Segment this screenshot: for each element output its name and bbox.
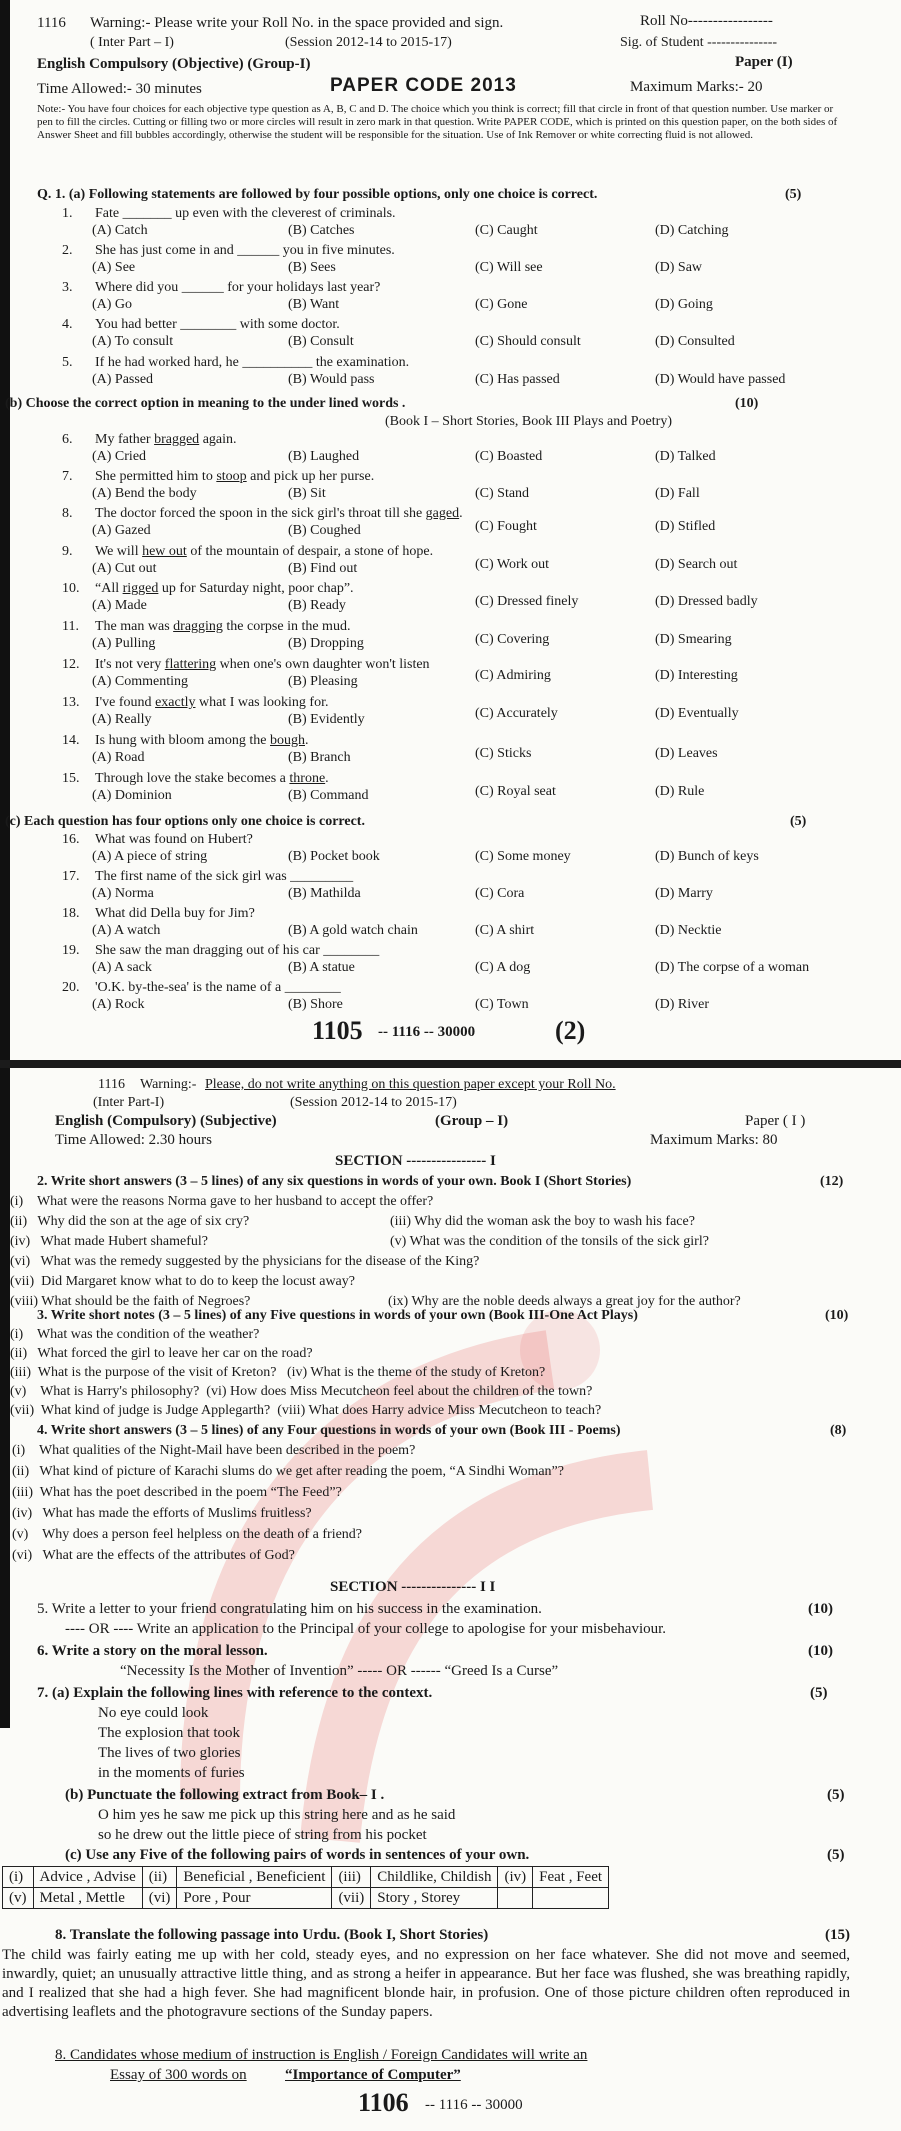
mcq-number: 16. [62,832,80,847]
pair-words: Metal , Mettle [33,1888,142,1909]
poem-line: No eye could look [98,1705,209,1721]
mcq-stem [95,281,380,295]
q1c-heading: (c) Each question has four options only one choice is correct. [5,814,365,829]
mcq-number: 10. [62,581,80,596]
q7b-marks: (5) [827,1787,845,1803]
time-allowed-2: Time Allowed: 2.30 hours [55,1132,212,1148]
mcq-number: 12. [62,657,80,672]
word-pairs-row [3,1867,609,1888]
footer-series-2: -- 1116 -- 30000 [425,2097,523,2113]
mcq-option-b: (B) Evidently [288,712,365,727]
mcq-option-a: (A) Made [92,598,147,613]
mcq-option-d: (D) Search out [655,557,738,572]
mcq-number: 7. [62,469,73,484]
page-separator [0,1060,901,1068]
mcq-option-d: (D) Necktie [655,923,722,938]
mcq-stem [95,545,433,559]
mcq-number: 17. [62,869,80,884]
mcq-option-c: (C) Boasted [475,449,543,464]
pair-number: (i) [3,1867,34,1888]
mcq-option-a: (A) Really [92,712,152,727]
mcq-number: 9. [62,544,73,559]
mcq-stem-text: _______ up even with the cleverest of criminals. [122,206,396,221]
mcq-stem-text: Where did you ______ for your holidays last year? [95,280,381,295]
footer-code-1: 1105 [312,1016,363,1045]
mcq-underlined-word: rigged [122,581,159,596]
q2-item: (ix) Why are the noble deeds always a great joy for the author? [388,1294,741,1309]
warning-text-2: Please, do not write anything on this question paper except your Roll No. [205,1077,616,1092]
q7a-heading: 7. (a) Explain the following lines with reference to the context. [37,1685,433,1701]
mcq-option-c: (C) Accurately [475,706,558,721]
mcq-option-d: (D) Consulted [655,334,735,349]
mcq-stem [95,318,340,332]
mcq-option-b: (B) Want [288,297,340,312]
mcq-stem-text: The man was [95,619,174,634]
q2-item: (iii) Why did the woman ask the boy to wash his face? [390,1214,695,1229]
mcq-option-d: (D) Bunch of keys [655,849,759,864]
mcq-stem-text: again. [199,432,237,447]
mcq-stem-text: What was found on Hubert? [95,832,253,847]
mcq-option-c: (C) Stand [475,486,530,501]
mcq-stem [95,870,353,884]
q4-item: (vi) What are the effects of the attributes of God? [12,1548,295,1563]
mcq-option-c: (C) A dog [475,960,531,975]
mcq-option-a: (A) A watch [92,923,161,938]
mcq-number: 19. [62,943,80,958]
q7c-heading: (c) Use any Five of the following pairs of words in sentences of your own. [65,1847,530,1863]
mcq-option-a: (A) Norma [92,886,154,901]
mcq-option-a: (A) A sack [92,960,152,975]
mcq-option-a: (A) Rock [92,997,145,1012]
poem-line: in the moments of furies [98,1765,245,1781]
signature-field: Sig. of Student --------------- [620,35,778,50]
maximum-marks-2: Maximum Marks: 80 [650,1132,778,1148]
q1a-heading: Q. 1. (a) Following statements are followed by four possible options, only one choice is correct. [37,187,598,202]
mcq-option-a: (A) See [92,260,136,275]
mcq-stem-text: What did Della buy for Jim? [95,906,255,921]
mcq-number: 20. [62,980,80,995]
extract-line: O him yes he saw me pick up this string here and as he said [98,1807,456,1823]
roll-number-field: Roll No----------------- [640,13,773,29]
mcq-option-d: (D) River [655,997,710,1012]
mcq-option-b: (B) Laughed [288,449,360,464]
mcq-option-b: (B) Command [288,788,369,803]
mcq-stem-text: and pick up her purse. [246,469,375,484]
mcq-option-d: (D) Saw [655,260,703,275]
pair-words: Advice , Advise [33,1867,142,1888]
warning-text: Warning:- Please write your Roll No. in the space provided and sign. [90,15,504,31]
mcq-option-a: (A) To consult [92,334,174,349]
mcq-option-b: (B) Catches [288,223,355,238]
mcq-option-b: (B) Pleasing [288,674,358,689]
q3-marks: (10) [825,1308,849,1323]
mcq-number: 8. [62,506,73,521]
mcq-stem-text: She saw the man dragging out of his car ________ [95,943,380,958]
mcq-option-b: (B) Shore [288,997,343,1012]
q7c-marks: (5) [827,1847,845,1863]
mcq-option-b: (B) Branch [288,750,351,765]
mcq-option-b: (B) A gold watch chain [288,923,418,938]
mcq-stem-text: Through love the stake becomes a [95,771,290,786]
poem-line: The lives of two glories [98,1745,241,1761]
q8-heading: 8. Translate the following passage into Urdu. (Book I, Short Stories) [55,1927,489,1943]
pair-words: Beneficial , Beneficient [177,1867,332,1888]
q2-marks: (12) [820,1174,844,1189]
pair-words: Feat , Feet [533,1867,609,1888]
mcq-stem-text: when one's own daughter won't listen [216,657,430,672]
pair-number: (iv) [498,1867,533,1888]
q4-marks: (8) [830,1423,847,1438]
mcq-option-d: (D) Interesting [655,668,738,683]
mcq-option-b: (B) Find out [288,561,358,576]
q6-topics: “Necessity Is the Mother of Invention” ----- OR ------ “Greed Is a Curse” [120,1663,559,1679]
subject-title: English Compulsory (Objective) (Group-I) [37,56,311,72]
paper-number: Paper (I) [735,54,793,70]
mcq-option-b: (B) Coughed [288,523,361,538]
pair-number: (vi) [142,1888,177,1909]
session-2: (Session 2012-14 to 2015-17) [290,1095,457,1110]
mcq-option-d: (D) The corpse of a woman [655,960,810,975]
mcq-stem [95,620,350,634]
q2-item: (vii) Did Margaret know what to do to keep the locust away? [10,1274,355,1289]
mcq-number: 4. [62,317,73,332]
mcq-stem [95,772,329,786]
mcq-option-b: (B) Would pass [288,372,375,387]
mcq-option-c: (C) Work out [475,557,550,572]
mcq-option-c: (C) Will see [475,260,543,275]
pair-words: Pore , Pour [177,1888,332,1909]
extract-line: so he drew out the little piece of string from his pocket [98,1827,427,1843]
pair-number [498,1888,533,1909]
mcq-option-b: (B) A statue [288,960,355,975]
footer-series-1: -- 1116 -- 30000 [378,1024,476,1040]
subject-title-2: English (Compulsory) (Subjective) [55,1113,277,1129]
mcq-stem-text: My father [95,432,155,447]
pair-words: Childlike, Childish [371,1867,498,1888]
mcq-stem-text: The doctor forced the spoon in the sick girl's throat till she [95,506,426,521]
paper-code-title: PAPER CODE 2013 [330,75,517,96]
mcq-option-c: (C) Dressed finely [475,594,579,609]
warning-prefix-2: Warning:- [140,1077,197,1092]
mcq-stem [95,207,396,221]
mcq-option-a: (A) Road [92,750,145,765]
mcq-stem [95,582,354,596]
mcq-stem [95,507,463,521]
mcq-number: 1. [62,206,73,221]
group-2: (Group – I) [435,1113,509,1129]
mcq-option-d: (D) Marry [655,886,713,901]
scan-edge-left [0,0,10,1062]
mcq-option-a: (A) Dominion [92,788,172,803]
mcq-underlined-word: stoop [216,469,247,484]
mcq-option-c: (C) A shirt [475,923,535,938]
mcq-option-a: (A) Catch [92,223,148,238]
mcq-stem-text: up for Saturday night, poor chap”. [158,581,354,596]
q6-marks: (10) [808,1643,833,1659]
essay-topic: “Importance of Computer” [285,2067,461,2083]
mcq-option-b: (B) Ready [288,598,346,613]
mcq-option-a: (A) Pulling [92,636,156,651]
q4-item: (iii) What has the poet described in the poem “The Feed”? [12,1485,342,1500]
mcq-option-d: (D) Dressed badly [655,594,758,609]
mcq-option-d: (D) Would have passed [655,372,786,387]
paper-code-number-2: 1116 [98,1077,125,1092]
paper-number-2: Paper ( I ) [745,1113,806,1129]
mcq-option-c: (C) Caught [475,223,538,238]
q7b-heading: (b) Punctuate the following extract from Book– I . [65,1787,385,1803]
pair-number: (iii) [332,1867,371,1888]
mcq-stem-text: We will [95,544,143,559]
mcq-stem [95,981,341,995]
q2-item: (iv) What made Hubert shameful? [10,1234,209,1249]
mcq-option-c: (C) Town [475,997,529,1012]
instructions-note: Note:- You have four choices for each objective type question as A, B, C and D. The choice which you think is correct; fill that circle in front of that question number. Use marker or pen to fill the circles. Cutting or filling two or more circles will result in zero mark in that question. Write PAPER CODE, which is printed on this question paper, on the both sides of Answer Sheet and fill bubbles accordingly, otherwise the student will be responsible for the situation. Use of Ink Remover or white correcting fluid is not allowed. [37,103,838,141]
mcq-number: 11. [62,619,79,634]
mcq-number: 6. [62,432,73,447]
mcq-option-c: (C) Gone [475,297,528,312]
q2-item: (i) What were the reasons Norma gave to her husband to accept the offer? [10,1194,434,1209]
mcq-stem-text: I've found [95,695,156,710]
q5-application: ---- OR ---- Write an application to the Principal of your college to apologise for your misbehaviour. [65,1621,667,1637]
mcq-option-a: (A) Gazed [92,523,151,538]
mcq-stem [95,944,379,958]
footer-page-number: (2) [555,1016,586,1045]
mcq-option-b: (B) Consult [288,334,354,349]
mcq-option-d: (D) Rule [655,784,705,799]
maximum-marks: Maximum Marks:- 20 [630,79,763,95]
mcq-option-a: (A) Commenting [92,674,189,689]
mcq-underlined-word: gaged [425,506,460,521]
mcq-option-d: (D) Leaves [655,746,718,761]
q4-item: (v) Why does a person feel helpless on the death of a friend? [12,1527,363,1542]
q4-heading: 4. Write short answers (3 – 5 lines) of any Four questions in words of your own (Book III - Poems) [37,1423,621,1438]
essay-prefix: Essay of 300 words on [110,2067,247,2083]
q1a-marks: (5) [785,187,802,202]
mcq-number: 5. [62,355,73,370]
mcq-number: 18. [62,906,80,921]
mcq-option-d: (D) Smearing [655,632,732,647]
q2-item: (v) What was the condition of the tonsils of the sick girl? [390,1234,709,1249]
q7a-marks: (5) [810,1685,828,1701]
mcq-stem-text: She has just come in and ______ you in five minutes. [95,243,395,258]
mcq-option-c: (C) Admiring [475,668,551,683]
q3-item: (v) What is Harry's philosophy? (vi) How does Miss Mecutcheon feel about the children of the town? [10,1384,593,1399]
word-pairs-table [2,1866,609,1909]
mcq-number: 3. [62,280,73,295]
q2-item: (vi) What was the remedy suggested by the physicians for the disease of the King? [10,1254,480,1269]
mcq-option-c: (C) Royal seat [475,784,556,799]
mcq-stem-text: Is hung with bloom among the [95,733,270,748]
poem-line: The explosion that took [98,1725,241,1741]
mcq-stem [95,907,255,921]
section-1-heading: SECTION ---------------- I [335,1153,496,1169]
mcq-underlined-word: hew out [142,544,187,559]
inter-part: ( Inter Part – I) [90,35,174,50]
mcq-underlined-word: throne [289,771,326,786]
pair-number: (ii) [142,1867,177,1888]
q3-item: (i) What was the condition of the weather? [10,1327,260,1342]
mcq-stem [95,658,430,672]
q4-item: (iv) What has made the efforts of Muslims fruitless? [12,1506,312,1521]
translation-passage: The child was fairly eating me up with her cold, steady eyes, and no expression on her face whatever. She did not move and seemed, inwardly, quiet; an unusually attractive little thing, and as strong a heifer in appearance. But her face was flushed, she was breathing rapidly, and I realized that she had a high fever. She had magnificent blonde hair, in profusion. One of those picture children often reproduced in advertising leaflets and the photogravure sections of the Sunday papers. [2,1947,850,2020]
inter-part-2: (Inter Part-I) [93,1095,165,1110]
q2-heading: 2. Write short answers (3 – 5 lines) of any six questions in words of your own. Book I (Short Stories) [37,1174,632,1189]
mcq-number: 13. [62,695,80,710]
mcq-option-c: (C) Sticks [475,746,532,761]
pair-number: (vii) [332,1888,371,1909]
mcq-stem-text: She permitted him to [95,469,217,484]
mcq-stem [95,833,253,847]
pair-words [533,1888,609,1909]
pair-words: Story , Storey [371,1888,498,1909]
mcq-stem-text: . [325,771,329,786]
mcq-underlined-word: dragging [173,619,223,634]
mcq-stem-text: . [305,733,309,748]
mcq-stem-text: You had better ________ with some doctor. [95,317,340,332]
mcq-option-d: (D) Going [655,297,713,312]
scan-edge-left-lower [0,1068,10,1728]
mcq-option-c: (C) Covering [475,632,550,647]
mcq-underlined-word: flattering [164,657,217,672]
mcq-stem [95,244,395,258]
mcq-option-c: (C) Cora [475,886,525,901]
mcq-stem [95,696,328,710]
q4-item: (i) What qualities of the Night-Mail have been described in the poem? [12,1443,416,1458]
session: (Session 2012-14 to 2015-17) [285,35,452,50]
mcq-underlined-word: bough [270,733,305,748]
q4-item: (ii) What kind of picture of Karachi slums do we get after reading the poem, “A Sindhi Woman”? [12,1464,564,1479]
mcq-option-b: (B) Sit [288,486,326,501]
mcq-number: 2. [62,243,73,258]
mcq-stem [95,433,237,447]
mcq-option-a: (A) Passed [92,372,154,387]
q3-heading: 3. Write short notes (3 – 5 lines) of any Five questions in words of your own (Book III-One Act Plays) [37,1308,638,1323]
mcq-stem-text: of the mountain of despair, a stone of hope. [186,544,434,559]
mcq-stem [95,356,409,370]
mcq-stem-text: The first name of the sick girl was _________ [95,869,354,884]
mcq-number: 14. [62,733,80,748]
q1b-marks: (10) [735,396,759,411]
footer-code-2: 1106 [358,2088,409,2117]
mcq-option-c: (C) Fought [475,519,537,534]
mcq-stem-text: what I was looking for. [195,695,329,710]
mcq-option-c: (C) Should consult [475,334,581,349]
mcq-option-d: (D) Talked [655,449,716,464]
mcq-option-a: (A) Cried [92,449,147,464]
q6-heading: 6. Write a story on the moral lesson. [37,1643,268,1659]
essay-instruction: 8. Candidates whose medium of instruction is English / Foreign Candidates will write an [55,2047,588,2063]
mcq-option-c: (C) Some money [475,849,571,864]
q3-item: (iii) What is the purpose of the visit of Kreton? (iv) What is the theme of the study of Kreton? [10,1365,546,1380]
mcq-option-a: (A) Cut out [92,561,157,576]
mcq-stem-text: “All [95,581,123,596]
mcq-option-b: (B) Sees [288,260,336,275]
paper-code-number: 1116 [37,15,66,31]
mcq-option-d: (D) Stifled [655,519,716,534]
q8-marks: (15) [825,1927,850,1943]
mcq-underlined-word: bragged [154,432,200,447]
mcq-stem-text: 'O.K. by-the-sea' is the name of a ________ [95,980,341,995]
section-2-heading: SECTION --------------- I I [330,1579,496,1595]
word-pairs-row [3,1888,609,1909]
mcq-stem [95,470,374,484]
mcq-option-c: (C) Has passed [475,372,560,387]
q1c-marks: (5) [790,814,807,829]
mcq-underlined-word: exactly [155,695,196,710]
pair-number: (v) [3,1888,34,1909]
mcq-option-b: (B) Mathilda [288,886,361,901]
q2-item: (ii) Why did the son at the age of six cry? [10,1214,250,1229]
mcq-stem-text: It's not very [95,657,165,672]
mcq-stem-text: the corpse in the mud. [222,619,351,634]
q1b-heading: (b) Choose the correct option in meaning to the under lined words . [5,396,406,411]
time-allowed: Time Allowed:- 30 minutes [37,81,202,97]
q3-item: (vii) What kind of judge is Judge Applegarth? (viii) What does Harry advice Miss Mecutcheon to teach? [10,1403,602,1418]
mcq-stem-text: . [459,506,463,521]
mcq-option-b: (B) Pocket book [288,849,380,864]
mcq-stem [95,734,309,748]
mcq-option-b: (B) Dropping [288,636,364,651]
mcq-option-d: (D) Catching [655,223,729,238]
q2-item: (viii) What should be the faith of Negroes? [10,1294,251,1309]
q5-letter: 5. Write a letter to your friend congratulating him on his success in the examination. [37,1601,542,1617]
mcq-option-d: (D) Fall [655,486,700,501]
mcq-option-a: (A) Bend the body [92,486,197,501]
mcq-stem-text: Fate [95,206,123,221]
mcq-option-a: (A) Go [92,297,133,312]
q1b-books: (Book I – Short Stories, Book III Plays and Poetry) [385,414,672,429]
mcq-option-d: (D) Eventually [655,706,739,721]
mcq-stem-text: If he had worked hard, he __________ the examination. [95,355,410,370]
mcq-option-a: (A) A piece of string [92,849,208,864]
q3-item: (ii) What forced the girl to leave her car on the road? [10,1346,313,1361]
q5-marks: (10) [808,1601,833,1617]
mcq-number: 15. [62,771,80,786]
